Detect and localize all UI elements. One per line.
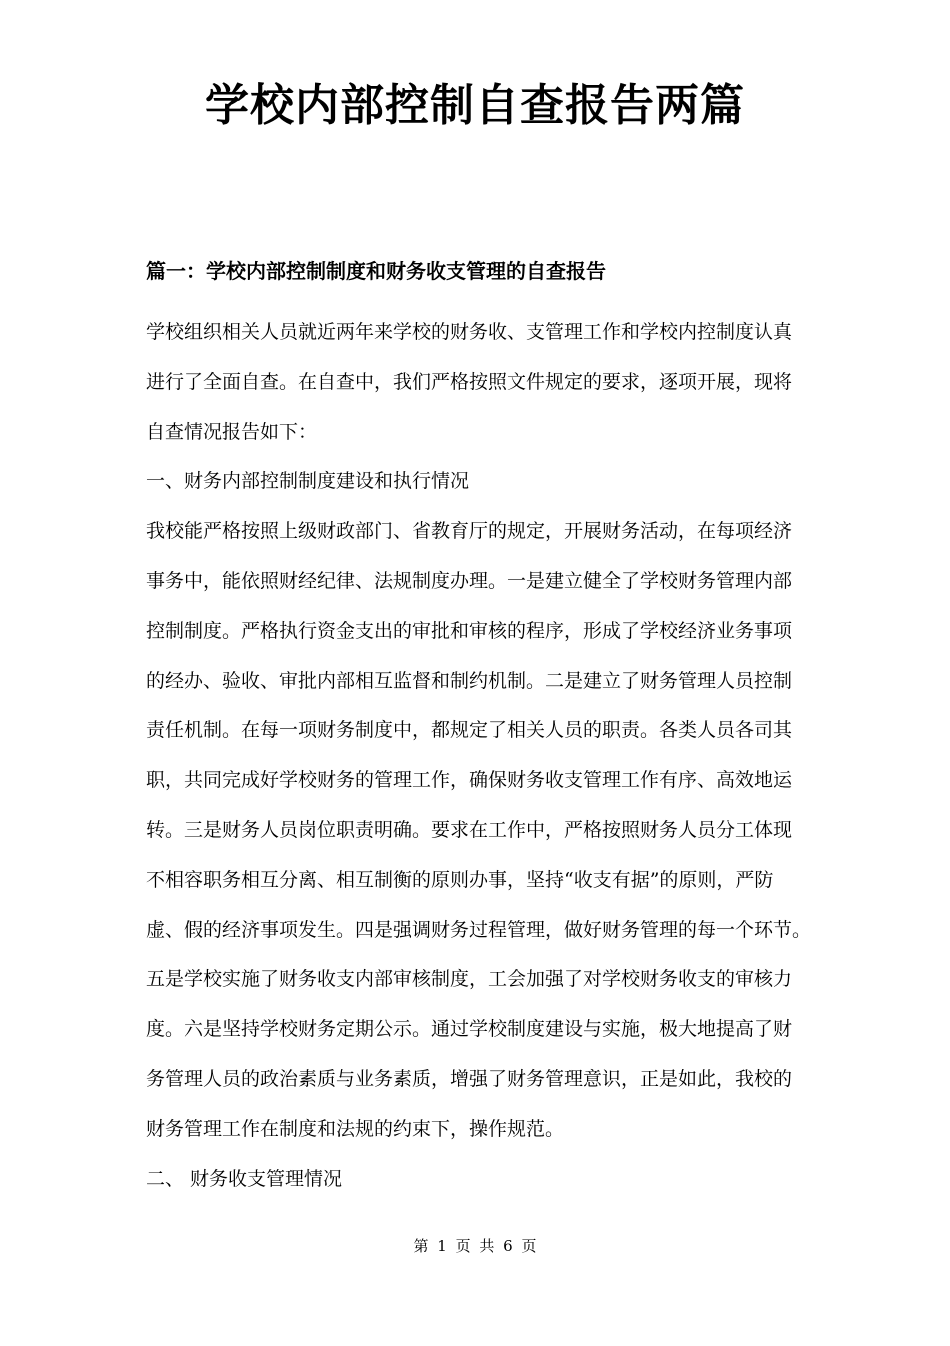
paragraph-line: 学校组织相关人员就近两年来学校的财务收、支管理工作和学校内控制度认真: [146, 321, 793, 343]
paragraph-line: 的经办、验收、审批内部相互监督和制约机制。二是建立了财务管理人员控制: [146, 669, 793, 692]
section-heading: 篇一：学校内部控制制度和财务收支管理的自查报告: [146, 259, 606, 283]
paragraph-line: 虚、假的经济事项发生。四是强调财务过程管理，做好财务管理的每一个环节。: [146, 918, 812, 941]
subheading-line: 一、财务内部控制制度建设和执行情况: [146, 470, 470, 493]
paragraph-line: 控制制度。严格执行资金支出的审批和审核的程序，形成了学校经济业务事项: [146, 619, 793, 642]
page-number-footer: 第 1 页 共 6 页: [413, 1237, 537, 1255]
paragraph-line: 转。三是财务人员岗位职责明确。要求在工作中，严格按照财务人员分工体现: [146, 818, 793, 841]
paragraph-line: 财务管理工作在制度和法规的约束下，操作规范。: [146, 1117, 565, 1140]
paragraph-line: 事务中，能依照财经纪律、法规制度办理。一是建立健全了学校财务管理内部: [146, 569, 793, 592]
body-text: [146, 308, 812, 1204]
paragraph-line: 不相容职务相互分离、相互制衡的原则办事，坚持“收支有据”的原则，严防: [146, 868, 774, 891]
paragraph-line: 五是学校实施了财务收支内部审核制度，工会加强了对学校财务收支的审核力: [146, 968, 793, 991]
paragraph-line: 自查情况报告如下：: [146, 420, 318, 443]
paragraph-line: 务管理人员的政治素质与业务素质，增强了财务管理意识，正是如此，我校的: [146, 1067, 793, 1090]
paragraph-line: 度。六是坚持学校财务定期公示。通过学校制度建设与实施，极大地提高了财: [146, 1018, 793, 1041]
paragraph-line: 责任机制。在每一项财务制度中，都规定了相关人员的职责。各类人员各司其: [146, 719, 793, 742]
document-title: 学校内部控制自查报告两篇: [205, 80, 745, 131]
paragraph-line: 进行了全面自查。在自查中，我们严格按照文件规定的要求，逐项开展，现将: [146, 370, 793, 393]
paragraph-line: 我校能严格按照上级财政部门、省教育厅的规定，开展财务活动，在每项经济: [146, 520, 793, 543]
subheading-line: 二、 财务收支管理情况: [146, 1167, 343, 1190]
paragraph-line: 职，共同完成好学校财务的管理工作，确保财务收支管理工作有序、高效地运: [146, 769, 793, 792]
